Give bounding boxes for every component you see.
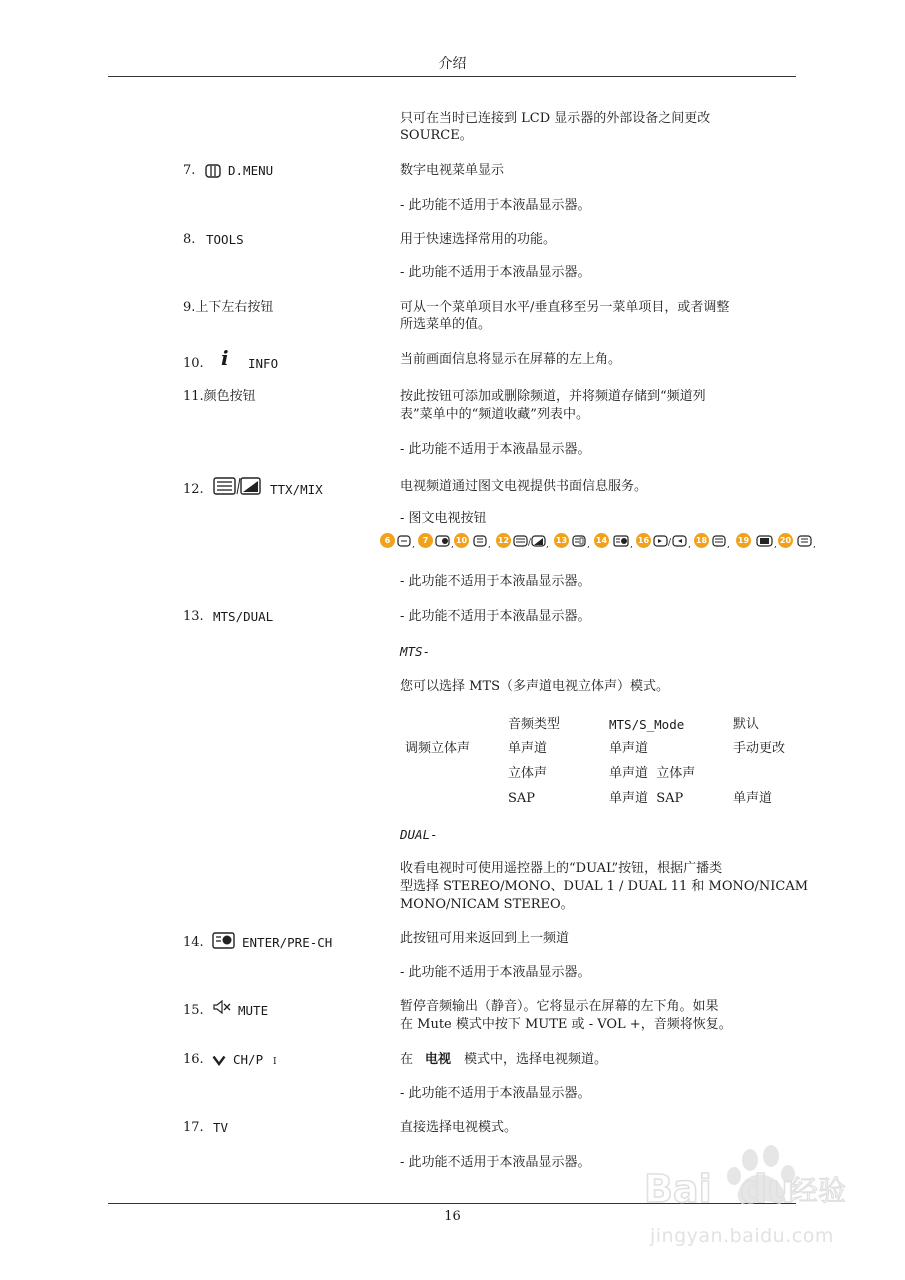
ttx-sub: - 图文电视按钮: [400, 511, 487, 526]
teletext-badge-16: 16: [636, 533, 651, 548]
teletext-badge-19: 19: [736, 533, 751, 548]
chp-desc-c: 模式中，选择电视频道。: [464, 1052, 608, 1067]
mute-desc-1: 暂停音频输出（静音）。它将显示在屏幕的左下角。如果: [400, 999, 719, 1014]
tools-label: TOOLS: [206, 232, 244, 247]
svg-text:,: ,: [451, 540, 454, 548]
chevron-down-icon: [212, 1055, 226, 1066]
svg-text:,: ,: [412, 540, 415, 548]
svg-text:,: ,: [587, 540, 590, 548]
audio-table-cell: 单声道: [508, 741, 548, 756]
mute-desc-2: 在 Mute 模式中按下 MUTE 或 - VOL +，音频将恢复。: [400, 1017, 732, 1032]
svg-text:,: ,: [546, 540, 549, 548]
audio-table-header-type: 音频类型: [508, 717, 561, 732]
mts-desc: 您可以选择 MTS（多声道电视立体声）模式。: [400, 679, 670, 694]
mts-title: MTS-: [400, 644, 431, 659]
ttx-label: TTX/MIX: [270, 482, 323, 497]
teletext-glyph-icon: [712, 535, 732, 548]
mts-label: MTS/DUAL: [213, 609, 274, 624]
baidu-watermark-logo: [640, 1140, 860, 1222]
svg-text:,: ,: [688, 540, 691, 548]
teletext-glyph-icon: [473, 535, 493, 548]
tv-number: 17.: [183, 1120, 204, 1135]
teletext-glyph-icon: [756, 535, 780, 548]
teletext-badge-14: 14: [594, 533, 609, 548]
chp-desc-a: 在: [400, 1052, 414, 1067]
tools-number: 8.: [183, 232, 196, 247]
tools-na: - 此功能不适用于本液晶显示器。: [400, 265, 591, 280]
dual-title: DUAL-: [400, 827, 438, 842]
intro-line-1: 只可在当时已连接到 LCD 显示器的外部设备之间更改: [400, 111, 711, 126]
teletext-glyph-icon: [513, 535, 549, 548]
mts-number: 13.: [183, 609, 204, 624]
ttx-mix-icon: [213, 477, 261, 495]
enter-prech-icon: [212, 932, 236, 949]
chp-number: 16.: [183, 1052, 204, 1067]
chp-label-tail: I: [273, 1057, 277, 1067]
teletext-badge-12: 12: [496, 533, 511, 548]
info-number: 10.: [183, 356, 204, 371]
svg-text:,: ,: [488, 540, 491, 548]
teletext-badge-13: 13: [554, 533, 569, 548]
dmenu-number: 7.: [183, 163, 196, 178]
audio-table-cell: SAP: [508, 791, 536, 806]
dual-desc-3: MONO/NICAM STEREO。: [400, 897, 574, 912]
dmenu-na: - 此功能不适用于本液晶显示器。: [400, 198, 591, 213]
teletext-glyph-icon: [613, 535, 635, 548]
enter-desc: 此按钮可用来返回到上一频道: [400, 931, 570, 946]
info-desc: 当前画面信息将显示在屏幕的左上角。: [400, 352, 622, 367]
color-desc-1: 按此按钮可添加或删除频道，并将频道存储到“频道列: [400, 389, 706, 404]
audio-table-cell: 手动更改: [733, 741, 786, 756]
teletext-glyph-icon: [397, 535, 417, 548]
audio-table-header-mode: MTS/S_Mode: [609, 717, 685, 732]
tools-desc: 用于快速选择常用的功能。: [400, 232, 557, 247]
arrows-desc-2: 所选菜单的值。: [400, 317, 492, 332]
audio-table-cell: 单声道: [733, 791, 773, 806]
teletext-badge-6: 6: [380, 533, 395, 548]
dual-desc-2: 型选择 STEREO/MONO、DUAL 1 / DUAL 11 和 MONO/NICAM: [400, 879, 809, 894]
teletext-glyph-icon: [653, 535, 693, 548]
info-icon: i: [221, 346, 229, 370]
mute-label: MUTE: [238, 1003, 269, 1018]
tv-desc: 直接选择电视模式。: [400, 1120, 518, 1135]
dmenu-label: D.MENU: [228, 163, 274, 178]
audio-table-cell: 单声道: [609, 741, 649, 756]
color-label: 11.颜色按钮: [183, 389, 256, 404]
svg-text:/: /: [668, 538, 672, 548]
audio-table-row-label: 调频立体声: [405, 741, 471, 756]
svg-text:,: ,: [727, 540, 730, 548]
audio-table-header-default: 默认: [733, 717, 760, 732]
mute-speaker-icon: [212, 999, 232, 1016]
teletext-glyph-icon: [797, 535, 819, 548]
teletext-badge-7: 7: [418, 533, 433, 548]
svg-text:,: ,: [813, 540, 816, 548]
arrows-desc-1: 可从一个菜单项目水平/垂直移至另一菜单项目，或者调整: [400, 300, 730, 315]
teletext-badge-10: 10: [454, 533, 469, 548]
teletext-badge-20: 20: [778, 533, 793, 548]
dual-desc-1: 收看电视时可使用遥控器上的“DUAL”按钮，根据广播类: [400, 861, 723, 876]
dmenu-desc: 数字电视菜单显示: [400, 163, 505, 178]
audio-table-cell: 单声道 立体声: [609, 766, 696, 781]
arrows-label: 9.上下左右按钮: [183, 300, 274, 315]
mts-na: - 此功能不适用于本液晶显示器。: [400, 609, 591, 624]
teletext-glyph-icon: [572, 535, 592, 548]
page-number: 16: [444, 1209, 461, 1224]
audio-table-cell: 单声道 SAP: [609, 791, 684, 806]
chp-desc-b: 电视: [425, 1052, 452, 1067]
ttx-na: - 此功能不适用于本液晶显示器。: [400, 574, 591, 589]
ttx-number: 12.: [183, 482, 204, 497]
teletext-button-row: [380, 530, 830, 552]
teletext-glyph-icon: [435, 535, 455, 548]
dmenu-icon: [205, 164, 221, 178]
svg-text:经验: 经验: [790, 1174, 847, 1207]
enter-number: 14.: [183, 935, 204, 950]
color-desc-2: 表”菜单中的“频道收藏”列表中。: [400, 407, 589, 422]
enter-label: ENTER/PRE-CH: [242, 935, 333, 950]
info-label: INFO: [248, 356, 279, 371]
mute-number: 15.: [183, 1003, 204, 1018]
svg-text:,: ,: [774, 540, 777, 548]
svg-text:/: /: [528, 538, 532, 548]
svg-text:Bai: Bai: [644, 1167, 712, 1211]
svg-text:,: ,: [630, 540, 633, 548]
watermark-url: jingyan.baidu.com: [650, 1225, 834, 1247]
intro-line-2: SOURCE。: [400, 128, 473, 143]
ttx-desc: 电视频道通过图文电视提供书面信息服务。: [400, 479, 648, 494]
tv-label: TV: [213, 1120, 229, 1135]
page-header-title: 介绍: [438, 56, 467, 72]
enter-na: - 此功能不适用于本液晶显示器。: [400, 965, 591, 980]
teletext-badge-18: 18: [694, 533, 709, 548]
header-rule: [108, 76, 796, 77]
svg-text:du: du: [740, 1167, 795, 1211]
chp-na: - 此功能不适用于本液晶显示器。: [400, 1086, 591, 1101]
color-na: - 此功能不适用于本液晶显示器。: [400, 442, 591, 457]
audio-table-cell: 立体声: [508, 766, 548, 781]
tv-na: - 此功能不适用于本液晶显示器。: [400, 1155, 591, 1170]
chp-label: CH/P: [233, 1052, 264, 1067]
